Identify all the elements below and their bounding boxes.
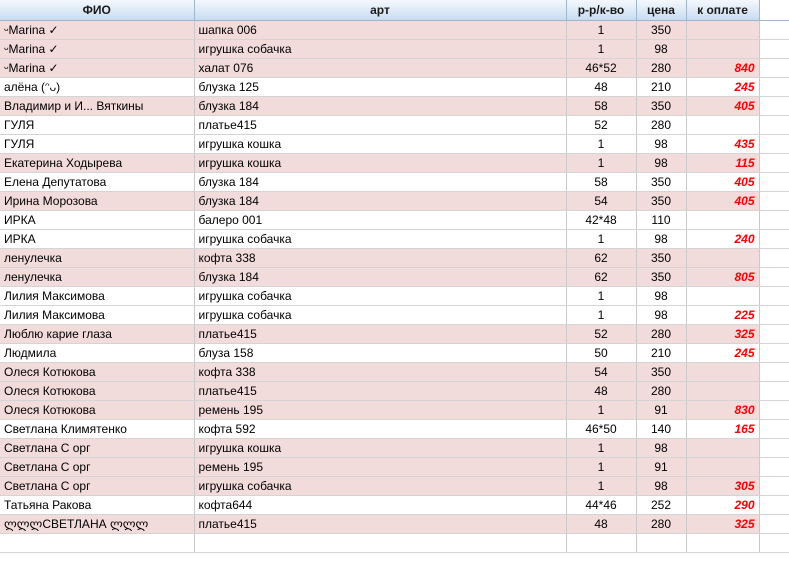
art-cell[interactable]: шапка 006: [194, 20, 566, 39]
price-cell[interactable]: 210: [636, 343, 686, 362]
price-cell[interactable]: 91: [636, 457, 686, 476]
header-row: [0, 0, 789, 20]
size-cell[interactable]: 44*46: [566, 495, 636, 514]
price-cell[interactable]: 98: [636, 39, 686, 58]
pay-cell[interactable]: 115: [686, 153, 759, 172]
name-cell[interactable]: Светлана С орг: [0, 457, 194, 476]
price-cell[interactable]: [636, 533, 686, 552]
size-cell[interactable]: 1: [566, 305, 636, 324]
pay-cell[interactable]: 405: [686, 191, 759, 210]
size-cell[interactable]: 54: [566, 362, 636, 381]
empty-cell[interactable]: [759, 153, 789, 172]
art-cell[interactable]: кофта 592: [194, 419, 566, 438]
art-cell[interactable]: халат 076: [194, 58, 566, 77]
table-row: [0, 267, 789, 286]
table-row: [0, 286, 789, 305]
art-cell[interactable]: блузка 184: [194, 172, 566, 191]
price-cell[interactable]: 98: [636, 286, 686, 305]
header-art[interactable]: арт: [194, 0, 566, 20]
pay-cell[interactable]: [686, 533, 759, 552]
name-cell[interactable]: Людмила: [0, 343, 194, 362]
empty-cell[interactable]: [759, 533, 789, 552]
pay-cell[interactable]: [686, 39, 759, 58]
empty-cell[interactable]: [759, 438, 789, 457]
empty-cell[interactable]: [759, 362, 789, 381]
art-cell[interactable]: платье415: [194, 381, 566, 400]
name-cell[interactable]: ленулечка: [0, 248, 194, 267]
table-row: [0, 533, 789, 552]
pay-cell[interactable]: 325: [686, 324, 759, 343]
size-cell[interactable]: 52: [566, 324, 636, 343]
name-cell[interactable]: Олеся Котюкова: [0, 400, 194, 419]
empty-cell[interactable]: [759, 115, 789, 134]
pay-cell[interactable]: 805: [686, 267, 759, 286]
price-cell[interactable]: 350: [636, 191, 686, 210]
empty-cell[interactable]: [759, 39, 789, 58]
pay-cell[interactable]: [686, 381, 759, 400]
price-cell[interactable]: 98: [636, 134, 686, 153]
size-cell[interactable]: 46*50: [566, 419, 636, 438]
price-cell[interactable]: 280: [636, 115, 686, 134]
size-cell[interactable]: 54: [566, 191, 636, 210]
table-row: [0, 514, 789, 533]
size-cell[interactable]: 1: [566, 438, 636, 457]
art-cell[interactable]: игрушка кошка: [194, 438, 566, 457]
empty-cell[interactable]: [759, 134, 789, 153]
table-body: [0, 20, 789, 552]
art-cell[interactable]: балеро 001: [194, 210, 566, 229]
table-row: [0, 248, 789, 267]
size-cell[interactable]: 62: [566, 248, 636, 267]
price-cell[interactable]: 350: [636, 172, 686, 191]
name-cell[interactable]: Ирина Морозова: [0, 191, 194, 210]
name-cell[interactable]: Светлана Климятенко: [0, 419, 194, 438]
table-row: [0, 362, 789, 381]
price-cell[interactable]: 140: [636, 419, 686, 438]
pay-cell[interactable]: 305: [686, 476, 759, 495]
price-cell[interactable]: 98: [636, 305, 686, 324]
art-cell[interactable]: платье415: [194, 324, 566, 343]
name-cell[interactable]: Екатерина Ходырева: [0, 153, 194, 172]
empty-cell[interactable]: [759, 514, 789, 533]
pay-cell[interactable]: [686, 20, 759, 39]
table-row: [0, 134, 789, 153]
art-cell[interactable]: игрушка собачка: [194, 286, 566, 305]
header-name[interactable]: ФИО: [0, 0, 194, 20]
name-cell[interactable]: Татьяна Ракова: [0, 495, 194, 514]
empty-cell[interactable]: [759, 172, 789, 191]
name-cell[interactable]: ИРКА: [0, 210, 194, 229]
pay-cell[interactable]: [686, 286, 759, 305]
name-cell[interactable]: Олеся Котюкова: [0, 362, 194, 381]
table-row: [0, 191, 789, 210]
empty-cell[interactable]: [759, 457, 789, 476]
size-cell[interactable]: 42*48: [566, 210, 636, 229]
name-cell[interactable]: [0, 533, 194, 552]
size-cell[interactable]: 1: [566, 39, 636, 58]
price-cell[interactable]: 210: [636, 77, 686, 96]
art-cell[interactable]: ремень 195: [194, 457, 566, 476]
price-cell[interactable]: 280: [636, 58, 686, 77]
price-cell[interactable]: 280: [636, 514, 686, 533]
table-row: [0, 495, 789, 514]
table-row: [0, 324, 789, 343]
size-cell[interactable]: 58: [566, 172, 636, 191]
pay-cell[interactable]: 435: [686, 134, 759, 153]
header-size[interactable]: р-р/к-во: [566, 0, 636, 20]
pay-cell[interactable]: [686, 457, 759, 476]
price-cell[interactable]: 350: [636, 96, 686, 115]
header-price[interactable]: цена: [636, 0, 686, 20]
header-pay[interactable]: к оплате: [686, 0, 759, 20]
pay-cell[interactable]: 325: [686, 514, 759, 533]
size-cell[interactable]: 48: [566, 77, 636, 96]
pay-cell[interactable]: 245: [686, 343, 759, 362]
pay-cell[interactable]: 405: [686, 172, 759, 191]
empty-cell[interactable]: [759, 476, 789, 495]
price-cell[interactable]: 350: [636, 248, 686, 267]
empty-cell[interactable]: [759, 0, 789, 20]
pay-cell[interactable]: 240: [686, 229, 759, 248]
table-row: [0, 77, 789, 96]
size-cell[interactable]: 1: [566, 400, 636, 419]
empty-cell[interactable]: [759, 77, 789, 96]
art-cell[interactable]: платье415: [194, 514, 566, 533]
table-row: [0, 400, 789, 419]
size-cell[interactable]: 48: [566, 514, 636, 533]
size-cell[interactable]: 62: [566, 267, 636, 286]
pay-cell[interactable]: 165: [686, 419, 759, 438]
name-cell[interactable]: ᵕMarina ✓: [0, 58, 194, 77]
empty-cell[interactable]: [759, 248, 789, 267]
name-cell[interactable]: ИРКА: [0, 229, 194, 248]
pay-cell[interactable]: [686, 210, 759, 229]
size-cell[interactable]: 48: [566, 381, 636, 400]
empty-cell[interactable]: [759, 267, 789, 286]
price-cell[interactable]: 280: [636, 381, 686, 400]
art-cell[interactable]: игрушка кошка: [194, 134, 566, 153]
name-cell[interactable]: Светлана С орг: [0, 476, 194, 495]
price-cell[interactable]: 98: [636, 153, 686, 172]
pay-cell[interactable]: 225: [686, 305, 759, 324]
empty-cell[interactable]: [759, 286, 789, 305]
table-row: [0, 39, 789, 58]
table-row: [0, 305, 789, 324]
price-cell[interactable]: 98: [636, 476, 686, 495]
empty-cell[interactable]: [759, 210, 789, 229]
name-cell[interactable]: ლლლСВЕТЛАНА ლლლ: [0, 514, 194, 533]
art-cell[interactable]: блузка 184: [194, 191, 566, 210]
table-row: [0, 381, 789, 400]
empty-cell[interactable]: [759, 419, 789, 438]
empty-cell[interactable]: [759, 229, 789, 248]
art-cell[interactable]: кофта 338: [194, 248, 566, 267]
art-cell[interactable]: игрушка кошка: [194, 153, 566, 172]
name-cell[interactable]: алёна (ᵔᴗ): [0, 77, 194, 96]
size-cell[interactable]: 58: [566, 96, 636, 115]
pay-cell[interactable]: 840: [686, 58, 759, 77]
table-row: [0, 58, 789, 77]
name-cell[interactable]: ГУЛЯ: [0, 115, 194, 134]
pay-cell[interactable]: 405: [686, 96, 759, 115]
art-cell[interactable]: кофта644: [194, 495, 566, 514]
art-cell[interactable]: игрушка собачка: [194, 476, 566, 495]
size-cell[interactable]: 1: [566, 20, 636, 39]
pay-cell[interactable]: [686, 115, 759, 134]
name-cell[interactable]: Владимир и И... Вяткины: [0, 96, 194, 115]
price-cell[interactable]: 110: [636, 210, 686, 229]
table-row: [0, 438, 789, 457]
name-cell[interactable]: Лилия Максимова: [0, 286, 194, 305]
art-cell[interactable]: игрушка собачка: [194, 229, 566, 248]
pay-cell[interactable]: 830: [686, 400, 759, 419]
size-cell[interactable]: 46*52: [566, 58, 636, 77]
art-cell[interactable]: платье415: [194, 115, 566, 134]
table-row: [0, 229, 789, 248]
empty-cell[interactable]: [759, 20, 789, 39]
size-cell[interactable]: 1: [566, 229, 636, 248]
empty-cell[interactable]: [759, 191, 789, 210]
size-cell[interactable]: 1: [566, 153, 636, 172]
price-cell[interactable]: 91: [636, 400, 686, 419]
size-cell[interactable]: 1: [566, 286, 636, 305]
empty-cell[interactable]: [759, 58, 789, 77]
name-cell[interactable]: ᵕMarina ✓: [0, 20, 194, 39]
empty-cell[interactable]: [759, 495, 789, 514]
empty-cell[interactable]: [759, 381, 789, 400]
size-cell[interactable]: 50: [566, 343, 636, 362]
table-row: [0, 476, 789, 495]
table-row: [0, 153, 789, 172]
size-cell[interactable]: 52: [566, 115, 636, 134]
name-cell[interactable]: Лилия Максимова: [0, 305, 194, 324]
empty-cell[interactable]: [759, 400, 789, 419]
table-row: [0, 20, 789, 39]
price-cell[interactable]: 350: [636, 362, 686, 381]
price-cell[interactable]: 280: [636, 324, 686, 343]
price-cell[interactable]: 350: [636, 20, 686, 39]
price-cell[interactable]: 350: [636, 267, 686, 286]
pay-cell[interactable]: 290: [686, 495, 759, 514]
price-cell[interactable]: 252: [636, 495, 686, 514]
size-cell[interactable]: 1: [566, 134, 636, 153]
art-cell[interactable]: блуза 158: [194, 343, 566, 362]
art-cell[interactable]: игрушка собачка: [194, 39, 566, 58]
art-cell[interactable]: [194, 533, 566, 552]
table-row: [0, 172, 789, 191]
art-cell[interactable]: блузка 184: [194, 96, 566, 115]
table-row: [0, 115, 789, 134]
size-cell[interactable]: 1: [566, 476, 636, 495]
art-cell[interactable]: кофта 338: [194, 362, 566, 381]
size-cell[interactable]: 1: [566, 457, 636, 476]
name-cell[interactable]: Светлана С орг: [0, 438, 194, 457]
art-cell[interactable]: ремень 195: [194, 400, 566, 419]
empty-cell[interactable]: [759, 96, 789, 115]
pay-cell[interactable]: 245: [686, 77, 759, 96]
table-row: [0, 457, 789, 476]
empty-cell[interactable]: [759, 305, 789, 324]
size-cell[interactable]: [566, 533, 636, 552]
name-cell[interactable]: Люблю карие глаза: [0, 324, 194, 343]
table-row: [0, 96, 789, 115]
name-cell[interactable]: Елена Депутатова: [0, 172, 194, 191]
name-cell[interactable]: ГУЛЯ: [0, 134, 194, 153]
name-cell[interactable]: ᵕMarina ✓: [0, 39, 194, 58]
table-row: [0, 210, 789, 229]
empty-cell[interactable]: [759, 343, 789, 362]
pay-cell[interactable]: [686, 438, 759, 457]
art-cell[interactable]: блузка 184: [194, 267, 566, 286]
table-row: [0, 419, 789, 438]
art-cell[interactable]: блузка 125: [194, 77, 566, 96]
price-cell[interactable]: 98: [636, 229, 686, 248]
pay-cell[interactable]: [686, 248, 759, 267]
price-cell[interactable]: 98: [636, 438, 686, 457]
name-cell[interactable]: Олеся Котюкова: [0, 381, 194, 400]
pay-cell[interactable]: [686, 362, 759, 381]
table-row: [0, 343, 789, 362]
name-cell[interactable]: ленулечка: [0, 267, 194, 286]
art-cell[interactable]: игрушка собачка: [194, 305, 566, 324]
empty-cell[interactable]: [759, 324, 789, 343]
